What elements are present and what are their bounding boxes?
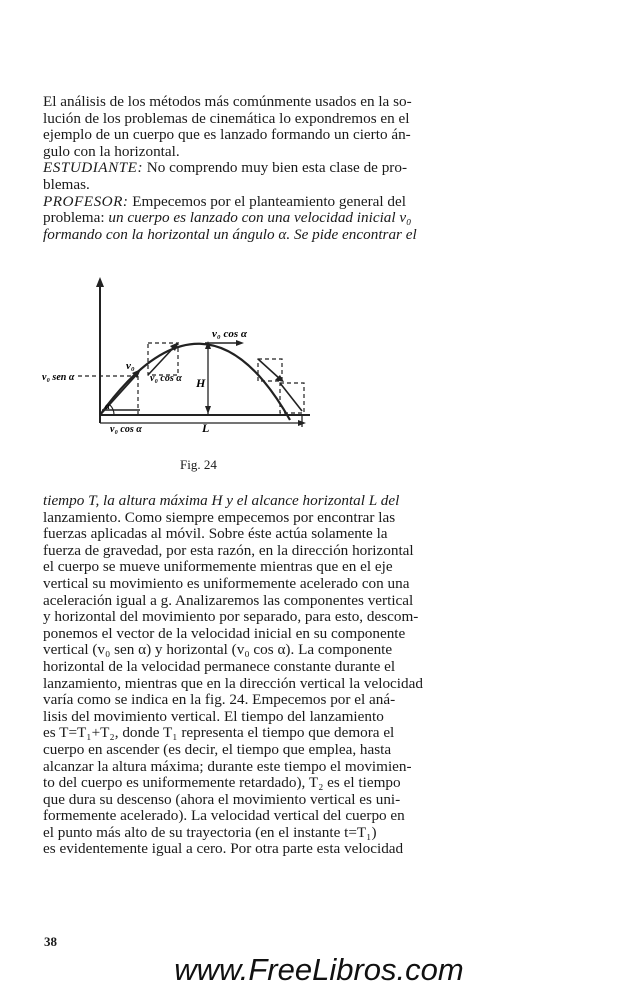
text-line: El análisis de los métodos más comúnmente usados en la so-	[43, 93, 412, 110]
professor-dialogue	[43, 194, 568, 244]
professor-text: Empecemos por el planteamiento general del	[128, 192, 406, 210]
label-bottom: v₀ cos α	[110, 424, 142, 435]
label-v0: v₀	[126, 360, 135, 372]
text-line: to del cuerpo es uniformemente retardado), T₂ es el tiempo	[43, 774, 401, 792]
student-text: No comprendo muy bien esta clase de pro-	[143, 159, 408, 177]
watermark-link[interactable]: www.FreeLibros.com	[174, 952, 464, 987]
text-line: formando con la horizontal un ángulo α. Se pide encontrar el	[43, 225, 417, 243]
text-line: vertical (v₀ sen α) y horizontal (v₀ cos α). La componente	[43, 641, 393, 659]
text-line: es evidentemente igual a cero. Por otra parte esta velocidad	[43, 840, 404, 858]
text-line: el cuerpo se mueve uniformemente mientras que en el eje	[43, 558, 393, 576]
height-arrow-bottom	[205, 406, 211, 414]
text-line: alcanzar la altura máxima; durante este tiempo el movimien-	[43, 757, 412, 775]
text-line: gulo con la horizontal.	[43, 142, 180, 160]
student-dialogue	[43, 160, 568, 193]
y-axis-arrow	[96, 277, 104, 287]
text-line: fuerzas aplicadas al móvil. Sobre éste actúa solamente la	[43, 525, 388, 543]
body-paragraph	[43, 493, 568, 858]
text-line: vertical su movimiento es uniformemente acelerado con una	[43, 574, 410, 592]
professor-speaker: PROFESOR:	[43, 192, 129, 210]
page-number: 38	[44, 934, 57, 949]
professor-text-italic: un cuerpo es lanzado con una velocidad inicial v₀	[108, 209, 412, 227]
label-mid: v₀ cos α	[150, 373, 182, 384]
descent-vector-1	[258, 359, 280, 379]
figure-caption: Fig. 24	[180, 457, 217, 472]
professor-text-plain: problema:	[43, 209, 109, 227]
text-line: cuerpo en ascender (es decir, el tiempo que emplea, hasta	[43, 740, 392, 758]
projectile-figure	[40, 275, 330, 435]
label-height: H	[196, 376, 206, 390]
text-line	[43, 194, 568, 211]
top-arrow	[236, 340, 244, 346]
text-line: aceleración igual a g. Analizaremos las componentes vertical	[43, 591, 414, 609]
text-line: el punto más alto de su trayectoria (en el instante t=T₁)	[43, 823, 377, 841]
intro-text	[43, 94, 568, 160]
text-line: lisis del movimiento vertical. El tiempo del lanzamiento	[43, 707, 384, 725]
text-line	[43, 160, 568, 177]
text-line: lanzamiento. Como siempre empecemos por encontrar las	[43, 508, 396, 526]
text-line: ponemos el vector de la velocidad inicial en su componente	[43, 624, 406, 642]
text-line: formemente acelerado). La velocidad vertical del cuerpo en	[43, 807, 405, 825]
text-line	[43, 210, 568, 227]
label-left: v₀ sen α	[42, 372, 75, 383]
text-line: horizontal de la velocidad permanece constante durante el	[43, 657, 396, 675]
label-range: L	[202, 421, 210, 435]
student-speaker: ESTUDIANTE:	[43, 159, 143, 177]
text-line: ejemplo de un cuerpo que es lanzado formando un cierto án-	[43, 126, 411, 144]
intro-paragraph	[43, 94, 568, 243]
text-line: es T=T₁+T₂, donde T₁ representa el tiempo que demora el	[43, 724, 395, 742]
trajectory-curve	[100, 344, 290, 420]
text-line: blemas.	[43, 175, 90, 193]
text-line: varía como se indica en la fig. 24. Empecemos por el aná-	[43, 691, 396, 709]
text-line: tiempo T, la altura máxima H y el alcance horizontal L del	[43, 492, 400, 509]
text-line: lución de los problemas de cinemática lo expondremos en el	[43, 109, 410, 127]
text-line: y horizontal del movimiento por separado, para esto, descom-	[43, 608, 419, 626]
text-line: fuerza de gravedad, por esta razón, en la dirección horizontal	[43, 541, 414, 559]
text-line: lanzamiento, mientras que en la dirección vertical la velocidad	[43, 674, 423, 692]
label-alpha: α	[105, 401, 110, 411]
body-text	[43, 493, 568, 858]
label-top: v₀ cos α	[212, 328, 247, 340]
text-line: que dura su descenso (ahora el movimiento vertical es uni-	[43, 790, 401, 808]
